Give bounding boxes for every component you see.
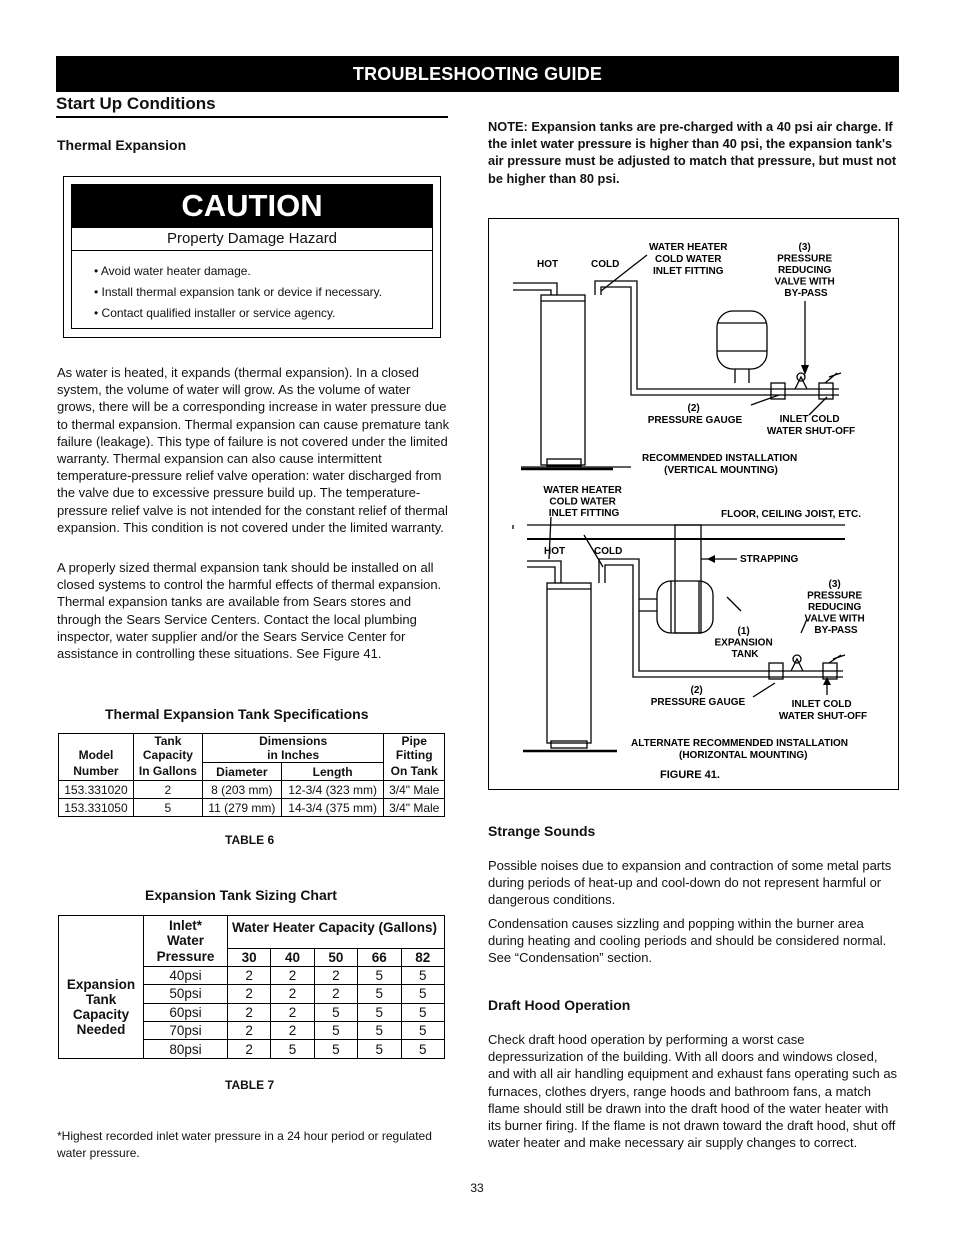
expansion-tank-bottom — [657, 581, 713, 633]
table-row — [59, 799, 445, 817]
caution-title: CAUTION — [71, 184, 433, 228]
label-expansion-tank: (1) EXPANSION TANK — [714, 626, 773, 660]
cell-model: 153.331050 — [59, 799, 134, 817]
label-floor: FLOOR, CEILING JOIST, ETC. — [721, 509, 862, 520]
label-cold-top: COLD — [591, 259, 620, 270]
draft-hood-heading: Draft Hood Operation — [488, 997, 631, 1013]
tank-spec-table — [58, 733, 445, 817]
note: NOTE: Expansion tanks are pre-charged with a 40 psi air charge. If the inlet water pressure is higher than 40 psi, the expansion tank's air pressure must be adjusted to match that pressure, but must not be higher than 80 psi. — [488, 119, 897, 186]
capacity-header: Water Heater Capacity (Gallons) — [228, 916, 445, 949]
draft-paragraph: Check draft hood operation by performing a worst case depressurization of the building. With all doors and windows closed, and with all air handling equipment and exhaust fans operating such as furnaces, clothes dryers, range hoods and bathroom fans, a match flame should still be drawn into the draft hood of the water heater with its burner firing. If the flame is not drawn toward the draft hood, shut off water heater and make necessary air supply changes to correct. — [488, 1032, 898, 1151]
table7-title: Expansion Tank Sizing Chart — [145, 887, 337, 903]
cell-length: 12-3/4 (323 mm) — [281, 781, 384, 799]
caption-vertical: RECOMMENDED INSTALLATION (VERTICAL MOUNTING) — [642, 453, 798, 476]
table-row: 50psi 2 2 2 5 5 — [59, 985, 445, 1003]
figure-label: FIGURE 41. — [660, 769, 720, 781]
label-prv-top: (3) PRESSURE REDUCING VALVE WITH BY-PASS — [774, 242, 835, 299]
dimensions-header: Dimensions in Inches — [202, 734, 384, 763]
water-heater-top — [541, 295, 585, 465]
cell-length: 14-3/4 (375 mm) — [281, 799, 384, 817]
caution-item: • Avoid water heater damage. — [94, 264, 251, 278]
cap-66: 66 — [358, 948, 401, 966]
table6-title: Thermal Expansion Tank Specifications — [105, 706, 369, 722]
cap-40: 40 — [271, 948, 314, 966]
water-heater-bottom — [547, 583, 591, 743]
caution-item: • Contact qualified installer or service agency. — [94, 306, 336, 320]
thermal-paragraph-1: As water is heated, it expands (thermal expansion). In a closed system, the volume of water will grow. As the volume of water grows, there will be a corresponding increase in water pressure due to thermal expansion. Thermal expansion can cause premature tank failure (leakage). This type of failure is not covered under the limited warranty. Thermal expansion can also cause intermittent temperature-pressure relief valve operation: water discharged from the valve due to excessive pressure build up. The temperature-pressure relief valve is not intended for the constant relief of thermal expansion. This condition is not covered under the limited warranty. — [57, 365, 450, 535]
page-number: 33 — [470, 1181, 484, 1195]
table-row: 40psi 2 2 2 5 5 — [59, 966, 445, 984]
table-row: 70psi 2 2 5 5 5 — [59, 1022, 445, 1040]
pipe-header: Pipe Fitting — [384, 734, 445, 763]
model-header-2: Number — [59, 763, 134, 781]
caution-subtitle: Property Damage Hazard — [71, 228, 433, 251]
label-wh-fitting-top: WATER HEATER COLD WATER INLET FITTING — [649, 242, 728, 277]
thermal-paragraph-2: A properly sized thermal expansion tank should be installed on all closed systems to control the harmful effects of thermal expansion. Thermal expansion tanks are available from Sears stores and through the Sears Service Centers. Contact the local plumbing inspector, water supplier and/or the Sears Service Center for assistance in controlling these situations. See Figure 41. — [57, 560, 442, 662]
table7-caption: TABLE 7 — [225, 1078, 275, 1092]
section-banner: TROUBLESHOOTING GUIDE — [56, 56, 899, 92]
cap-50: 50 — [314, 948, 357, 966]
section-heading: Start Up Conditions — [56, 94, 448, 118]
strange-sounds-heading: Strange Sounds — [488, 823, 596, 839]
caution-list — [94, 261, 382, 324]
table-row: 60psi 2 2 5 5 5 — [59, 1003, 445, 1021]
diameter-header: Diameter — [202, 763, 281, 781]
sizing-chart-table — [58, 915, 445, 1059]
plumbing-diagram — [489, 219, 900, 791]
cap-30: 30 — [228, 948, 271, 966]
label-shutoff-bottom: INLET COLD WATER SHUT-OFF — [778, 699, 868, 722]
label-hot-bottom: HOT — [544, 546, 566, 557]
caption-horizontal: ALTERNATE RECOMMENDED INSTALLATION (HORIZONTAL MOUNTING) — [631, 738, 849, 761]
label-strapping: STRAPPING — [740, 554, 799, 565]
cell-diameter: 11 (279 mm) — [202, 799, 281, 817]
expansion-tank-top — [717, 311, 767, 369]
capacity-header-3: In Gallons — [133, 763, 202, 781]
label-prv-bottom: (3) PRESSURE REDUCING VALVE WITH BY-PASS — [804, 579, 865, 636]
table6-caption: TABLE 6 — [225, 833, 275, 847]
footnote: *Highest recorded inlet water pressure in a 24 hour period or regulated water pressure. — [57, 1129, 432, 1160]
strange-paragraph-1: Possible noises due to expansion and contraction of some metal parts during periods of heat-up and cool-down do not represent harmful or dangerous conditions. — [488, 858, 892, 908]
cap-82: 82 — [401, 948, 445, 966]
cell-pipe: 3/4" Male — [384, 781, 445, 799]
capacity-header: Tank Capacity — [133, 734, 202, 763]
label-gauge-bottom: (2) PRESSURE GAUGE — [650, 685, 746, 708]
pressure-header: Pressure — [144, 948, 228, 966]
label-shutoff-top: INLET COLD WATER SHUT-OFF — [766, 414, 856, 437]
model-header: Model — [59, 734, 134, 763]
thermal-expansion-heading: Thermal Expansion — [57, 137, 187, 153]
table-row: 80psi 2 5 5 5 5 — [59, 1040, 445, 1058]
cell-diameter: 8 (203 mm) — [202, 781, 281, 799]
pipe-header-3: On Tank — [384, 763, 445, 781]
label-hot-top: HOT — [537, 259, 559, 270]
figure-41 — [488, 218, 899, 790]
caution-item: • Install thermal expansion tank or device if necessary. — [94, 285, 383, 299]
label-cold-bottom: COLD — [594, 546, 623, 557]
table-row — [59, 781, 445, 799]
length-header: Length — [281, 763, 384, 781]
cell-pipe: 3/4" Male — [384, 799, 445, 817]
inlet-header: Inlet* Water — [144, 916, 228, 949]
label-gauge-top: (2) PRESSURE GAUGE — [647, 403, 743, 426]
cell-capacity: 2 — [133, 781, 202, 799]
row-label: Expansion Tank Capacity Needed — [59, 916, 144, 1059]
cell-model: 153.331020 — [59, 781, 134, 799]
label-wh-fitting-bottom: WATER HEATER COLD WATER INLET FITTING — [543, 485, 622, 519]
strange-paragraph-2: Condensation causes sizzling and popping within the burner area during heating and cooling periods and should be considered normal. See “Condensation” section. — [488, 916, 887, 966]
cell-capacity: 5 — [133, 799, 202, 817]
